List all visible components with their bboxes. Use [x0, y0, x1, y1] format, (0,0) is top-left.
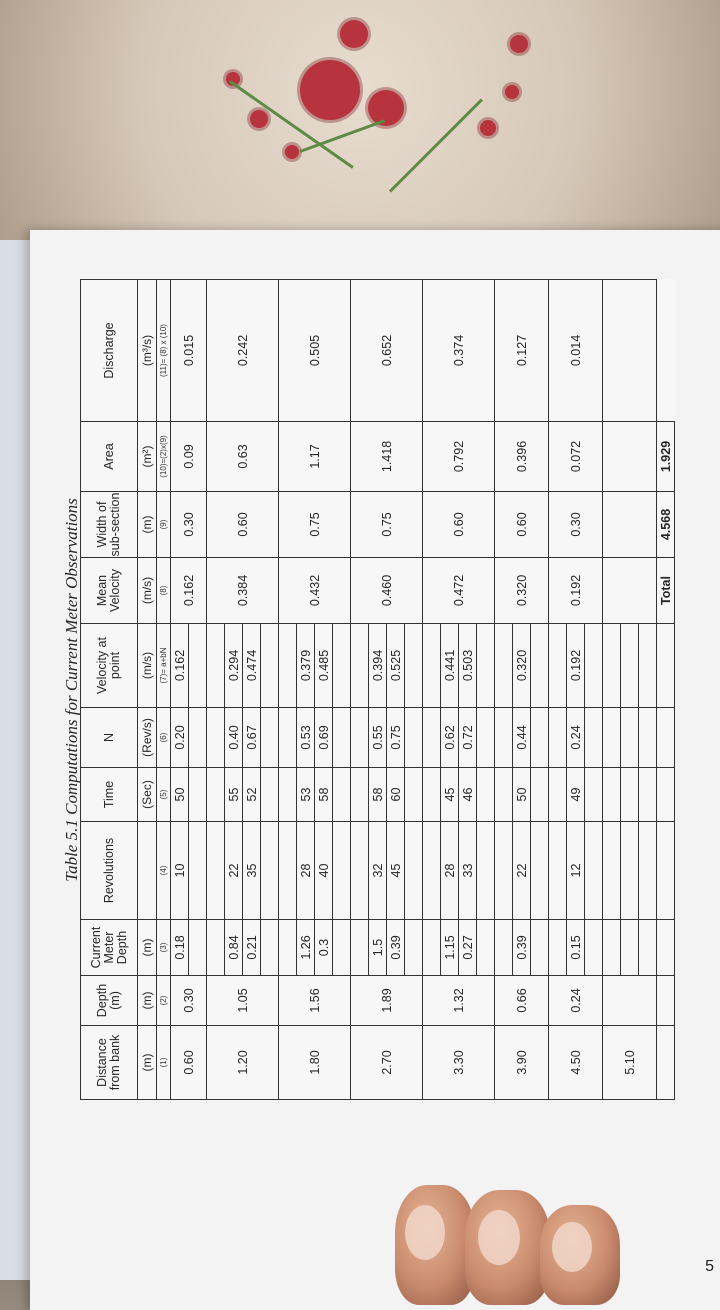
- revolutions-cell: 32: [369, 822, 387, 920]
- vine-decoration: [299, 119, 385, 153]
- unit-cell: (Sec): [138, 768, 157, 822]
- total-discharge: 1.929: [657, 422, 675, 492]
- column-header: Area: [81, 422, 138, 492]
- area-cell: 1.418: [351, 422, 423, 492]
- unit-cell: (m): [138, 976, 157, 1026]
- fingernail: [478, 1210, 520, 1265]
- empty-cell: [603, 920, 621, 976]
- unit-cell: (m): [138, 1026, 157, 1100]
- column-header: Depth (m): [81, 976, 138, 1026]
- revolutions-cell: 22: [225, 822, 243, 920]
- meter-depth-cell: 0.3: [315, 920, 333, 976]
- empty-cell: [261, 920, 279, 976]
- depth-cell: 1.56: [279, 976, 351, 1026]
- spacer-row: [495, 280, 513, 1100]
- empty-cell: [351, 708, 369, 768]
- column-number-cell: (3): [157, 920, 171, 976]
- rose-decoration: [340, 20, 368, 48]
- time-cell: 50: [513, 768, 531, 822]
- empty-cell: [639, 708, 657, 768]
- empty-cell: [585, 822, 603, 920]
- empty-cell: [279, 822, 297, 920]
- empty-cell: [549, 768, 567, 822]
- meter-depth-cell: 0.15: [567, 920, 585, 976]
- empty-cell: [639, 768, 657, 822]
- rose-decoration: [510, 35, 528, 53]
- table-caption: Table 5.1 Computations for Current Meter Observations: [62, 498, 81, 882]
- unit-cell: (m/s): [138, 624, 157, 708]
- meter-depth-cell: 0.39: [513, 920, 531, 976]
- empty-cell: [657, 768, 675, 822]
- revolutions-cell: [621, 822, 639, 920]
- empty-cell: [585, 920, 603, 976]
- meter-depth-cell: 0.84: [225, 920, 243, 976]
- column-header: Discharge: [81, 280, 138, 422]
- column-header: Current Meter Depth: [81, 920, 138, 976]
- fingernail: [552, 1222, 592, 1272]
- empty-cell: [477, 920, 495, 976]
- empty-cell: [531, 920, 549, 976]
- depth-cell: 1.05: [207, 976, 279, 1026]
- column-header: Width of sub-section: [81, 492, 138, 558]
- area-cell: 0.09: [171, 422, 207, 492]
- time-cell: 58: [369, 768, 387, 822]
- revolutions-cell: 45: [387, 822, 405, 920]
- spacer-row: [549, 280, 567, 1100]
- empty-cell: [531, 822, 549, 920]
- empty-cell: [423, 624, 441, 708]
- empty-cell: [261, 708, 279, 768]
- n-cell: 0.55: [369, 708, 387, 768]
- n-cell: 0.40: [225, 708, 243, 768]
- empty-cell: [261, 768, 279, 822]
- discharge-cell: 0.127: [495, 280, 549, 422]
- area-cell: [603, 422, 657, 492]
- meter-depth-cell: 0.39: [387, 920, 405, 976]
- empty-cell: [207, 920, 225, 976]
- current-meter-table: [80, 279, 675, 1100]
- empty-cell: [405, 768, 423, 822]
- discharge-cell: 0.505: [279, 280, 351, 422]
- total-label: Total: [657, 558, 675, 624]
- n-cell: 0.67: [243, 708, 261, 768]
- n-cell: 0.75: [387, 708, 405, 768]
- n-cell: 0.44: [513, 708, 531, 768]
- empty-cell: [405, 624, 423, 708]
- discharge-cell: 0.242: [207, 280, 279, 422]
- distance-cell: 3.30: [423, 1026, 495, 1100]
- meter-depth-cell: 1.5: [369, 920, 387, 976]
- mean-velocity-cell: 0.384: [207, 558, 279, 624]
- empty-cell: [657, 1026, 675, 1100]
- table-row: [171, 280, 189, 1100]
- column-header: Time: [81, 768, 138, 822]
- depth-cell: [603, 976, 657, 1026]
- discharge-cell: 0.015: [171, 280, 207, 422]
- revolutions-cell: 10: [171, 822, 189, 920]
- revolutions-cell: 28: [297, 822, 315, 920]
- revolutions-cell: 40: [315, 822, 333, 920]
- empty-cell: [405, 920, 423, 976]
- empty-cell: [405, 708, 423, 768]
- mean-velocity-cell: [603, 558, 657, 624]
- empty-cell: [189, 822, 207, 920]
- empty-cell: [549, 624, 567, 708]
- empty-cell: [657, 822, 675, 920]
- empty-cell: [279, 920, 297, 976]
- velocity-cell: [621, 624, 639, 708]
- empty-cell: [279, 624, 297, 708]
- revolutions-cell: 33: [459, 822, 477, 920]
- empty-cell: [279, 708, 297, 768]
- n-cell: 0.72: [459, 708, 477, 768]
- empty-cell: [477, 822, 495, 920]
- distance-cell: 1.80: [279, 1026, 351, 1100]
- area-cell: 0.792: [423, 422, 495, 492]
- discharge-cell: 0.374: [423, 280, 495, 422]
- empty-cell: [423, 920, 441, 976]
- velocity-cell: 0.294: [225, 624, 243, 708]
- empty-cell: [585, 624, 603, 708]
- velocity-cell: 0.503: [459, 624, 477, 708]
- width-cell: 0.60: [207, 492, 279, 558]
- rose-decoration: [505, 85, 519, 99]
- empty-cell: [333, 822, 351, 920]
- column-number-cell: (2): [157, 976, 171, 1026]
- empty-cell: [657, 624, 675, 708]
- distance-cell: 2.70: [351, 1026, 423, 1100]
- rose-decoration: [285, 145, 299, 159]
- revolutions-cell: 35: [243, 822, 261, 920]
- area-cell: 0.396: [495, 422, 549, 492]
- empty-cell: [351, 920, 369, 976]
- discharge-cell: 0.014: [549, 280, 603, 422]
- distance-cell: 0.60: [171, 1026, 207, 1100]
- velocity-cell: 0.525: [387, 624, 405, 708]
- discharge-cell: 0.652: [351, 280, 423, 422]
- velocity-cell: 0.394: [369, 624, 387, 708]
- column-number-cell: (1): [157, 1026, 171, 1100]
- empty-cell: [657, 976, 675, 1026]
- meter-depth-cell: 0.27: [459, 920, 477, 976]
- empty-cell: [189, 768, 207, 822]
- discharge-cell: [603, 280, 657, 422]
- meter-depth-cell: 1.26: [297, 920, 315, 976]
- column-number-cell: (10)=(2)x(9): [157, 422, 171, 492]
- distance-cell: 3.90: [495, 1026, 549, 1100]
- empty-cell: [495, 624, 513, 708]
- empty-cell: [333, 708, 351, 768]
- n-cell: 0.62: [441, 708, 459, 768]
- empty-cell: [207, 624, 225, 708]
- empty-cell: [495, 768, 513, 822]
- total-area: 4.568: [657, 492, 675, 558]
- unit-cell: (m/s): [138, 558, 157, 624]
- spacer-row: [279, 280, 297, 1100]
- revolutions-cell: 28: [441, 822, 459, 920]
- empty-cell: [495, 920, 513, 976]
- empty-cell: [657, 708, 675, 768]
- empty-cell: [189, 920, 207, 976]
- meter-depth-cell: 0.21: [243, 920, 261, 976]
- empty-cell: [333, 920, 351, 976]
- spacer-row: [603, 280, 621, 1100]
- rose-decoration: [250, 110, 268, 128]
- empty-cell: [603, 708, 621, 768]
- time-cell: 45: [441, 768, 459, 822]
- empty-cell: [189, 708, 207, 768]
- column-number-cell: (11)= (8) x (10): [157, 280, 171, 422]
- empty-cell: [495, 822, 513, 920]
- empty-cell: [333, 768, 351, 822]
- unit-cell: (m³/s): [138, 280, 157, 422]
- empty-cell: [549, 708, 567, 768]
- empty-cell: [351, 624, 369, 708]
- depth-cell: 1.32: [423, 976, 495, 1026]
- width-cell: 0.60: [495, 492, 549, 558]
- empty-cell: [261, 624, 279, 708]
- n-cell: 0.20: [171, 708, 189, 768]
- velocity-cell: 0.192: [567, 624, 585, 708]
- time-cell: 46: [459, 768, 477, 822]
- empty-cell: [477, 708, 495, 768]
- empty-cell: [279, 768, 297, 822]
- empty-cell: [639, 822, 657, 920]
- empty-cell: [549, 822, 567, 920]
- empty-cell: [531, 768, 549, 822]
- empty-cell: [207, 822, 225, 920]
- empty-cell: [207, 768, 225, 822]
- area-cell: 0.63: [207, 422, 279, 492]
- empty-cell: [477, 624, 495, 708]
- column-number-cell: (9): [157, 492, 171, 558]
- velocity-cell: 0.379: [297, 624, 315, 708]
- column-number-cell: (5): [157, 768, 171, 822]
- velocity-cell: 0.485: [315, 624, 333, 708]
- unit-cell: (m²): [138, 422, 157, 492]
- depth-cell: 1.89: [351, 976, 423, 1026]
- empty-cell: [531, 708, 549, 768]
- time-cell: 49: [567, 768, 585, 822]
- depth-cell: 0.30: [171, 976, 207, 1026]
- column-number-cell: (4): [157, 822, 171, 920]
- empty-cell: [603, 624, 621, 708]
- empty-cell: [531, 624, 549, 708]
- n-cell: 0.53: [297, 708, 315, 768]
- unit-cell: (m): [138, 492, 157, 558]
- time-cell: 53: [297, 768, 315, 822]
- column-header: Distance from bank: [81, 1026, 138, 1100]
- empty-cell: [333, 624, 351, 708]
- time-cell: 58: [315, 768, 333, 822]
- width-cell: 0.75: [351, 492, 423, 558]
- empty-cell: [423, 708, 441, 768]
- mean-velocity-cell: 0.472: [423, 558, 495, 624]
- mean-velocity-cell: 0.460: [351, 558, 423, 624]
- revolutions-cell: 12: [567, 822, 585, 920]
- empty-cell: [657, 920, 675, 976]
- unit-cell: (m): [138, 920, 157, 976]
- meter-depth-cell: 1.15: [441, 920, 459, 976]
- total-row: [657, 280, 675, 1100]
- column-number-cell: (8): [157, 558, 171, 624]
- meter-depth-cell: 0.18: [171, 920, 189, 976]
- width-cell: 0.30: [549, 492, 603, 558]
- column-header: Mean Velocity: [81, 558, 138, 624]
- empty-cell: [405, 822, 423, 920]
- revolutions-cell: 22: [513, 822, 531, 920]
- rose-decoration: [368, 90, 404, 126]
- empty-cell: [639, 624, 657, 708]
- empty-cell: [477, 768, 495, 822]
- width-cell: 0.75: [279, 492, 351, 558]
- header-row: [81, 280, 138, 1100]
- width-cell: 0.30: [171, 492, 207, 558]
- mean-velocity-cell: 0.432: [279, 558, 351, 624]
- column-number-row: [157, 280, 171, 1100]
- unit-cell: [138, 822, 157, 920]
- time-cell: 50: [171, 768, 189, 822]
- rose-decoration: [480, 120, 496, 136]
- empty-cell: [423, 768, 441, 822]
- column-number-cell: (6): [157, 708, 171, 768]
- time-cell: 55: [225, 768, 243, 822]
- velocity-cell: 0.441: [441, 624, 459, 708]
- rose-decoration: [300, 60, 360, 120]
- distance-cell: 4.50: [549, 1026, 603, 1100]
- spacer-row: [351, 280, 369, 1100]
- unit-cell: (Rev/s): [138, 708, 157, 768]
- time-cell: [621, 768, 639, 822]
- velocity-cell: 0.474: [243, 624, 261, 708]
- time-cell: 60: [387, 768, 405, 822]
- depth-cell: 0.24: [549, 976, 603, 1026]
- velocity-cell: 0.320: [513, 624, 531, 708]
- width-cell: 0.60: [423, 492, 495, 558]
- empty-cell: [549, 920, 567, 976]
- column-header: Revolutions: [81, 822, 138, 920]
- n-cell: 0.69: [315, 708, 333, 768]
- depth-cell: 0.66: [495, 976, 549, 1026]
- empty-cell: [603, 768, 621, 822]
- units-row: [138, 280, 157, 1100]
- empty-cell: [351, 768, 369, 822]
- empty-cell: [639, 920, 657, 976]
- spacer-row: [207, 280, 225, 1100]
- spacer-row: [423, 280, 441, 1100]
- mean-velocity-cell: 0.192: [549, 558, 603, 624]
- empty-cell: [603, 822, 621, 920]
- distance-cell: 1.20: [207, 1026, 279, 1100]
- empty-cell: [207, 708, 225, 768]
- mean-velocity-cell: 0.162: [171, 558, 207, 624]
- meter-depth-cell: [621, 920, 639, 976]
- column-number-cell: (7)= a+bN: [157, 624, 171, 708]
- empty-cell: [351, 822, 369, 920]
- empty-cell: [585, 708, 603, 768]
- empty-cell: [495, 708, 513, 768]
- column-header: Velocity at point: [81, 624, 138, 708]
- fingernail: [405, 1205, 445, 1260]
- page-number: 5: [705, 1258, 714, 1275]
- empty-cell: [189, 624, 207, 708]
- empty-cell: [585, 768, 603, 822]
- n-cell: 0.24: [567, 708, 585, 768]
- time-cell: 52: [243, 768, 261, 822]
- column-header: N: [81, 708, 138, 768]
- area-cell: 0.072: [549, 422, 603, 492]
- empty-cell: [423, 822, 441, 920]
- area-cell: 1.17: [279, 422, 351, 492]
- mean-velocity-cell: 0.320: [495, 558, 549, 624]
- n-cell: [621, 708, 639, 768]
- distance-cell: 5.10: [603, 1026, 657, 1100]
- empty-cell: [261, 822, 279, 920]
- velocity-cell: 0.162: [171, 624, 189, 708]
- width-cell: [603, 492, 657, 558]
